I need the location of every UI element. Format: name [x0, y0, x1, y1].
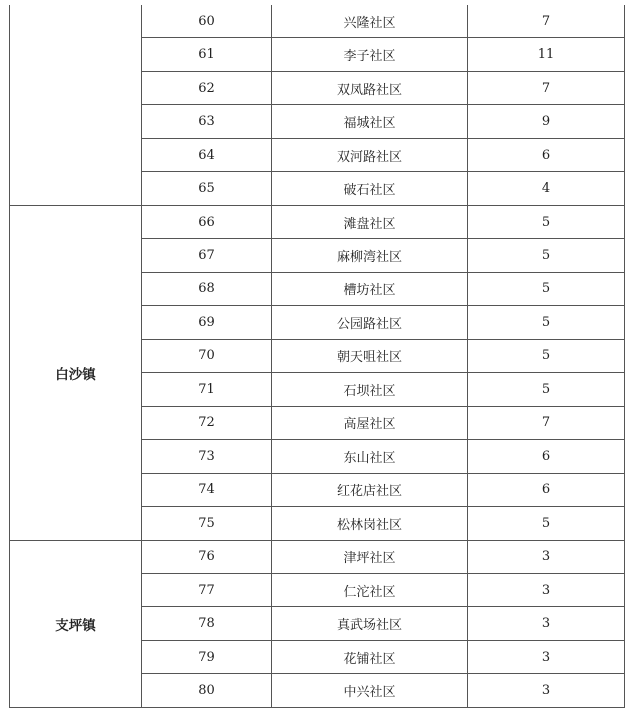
row-number: 63	[142, 105, 272, 138]
row-number: 76	[142, 540, 272, 573]
community-name: 公园路社区	[272, 306, 468, 339]
count-value: 7	[468, 5, 625, 38]
row-number: 69	[142, 306, 272, 339]
town-cell: 支坪镇	[10, 540, 142, 707]
community-name: 双凤路社区	[272, 71, 468, 104]
row-number: 66	[142, 205, 272, 238]
row-number: 78	[142, 607, 272, 640]
row-number: 68	[142, 272, 272, 305]
row-number: 67	[142, 239, 272, 272]
row-number: 70	[142, 339, 272, 372]
row-number: 72	[142, 406, 272, 439]
count-value: 5	[468, 507, 625, 540]
row-number: 79	[142, 640, 272, 673]
community-name: 真武场社区	[272, 607, 468, 640]
row-number: 80	[142, 674, 272, 707]
table-row	[10, 205, 625, 238]
community-name: 麻柳湾社区	[272, 239, 468, 272]
count-value: 6	[468, 473, 625, 506]
community-name: 花铺社区	[272, 640, 468, 673]
count-value: 9	[468, 105, 625, 138]
table-row	[10, 5, 625, 38]
count-value: 5	[468, 339, 625, 372]
town-cell	[10, 5, 142, 205]
count-value: 4	[468, 172, 625, 205]
count-value: 11	[468, 38, 625, 71]
count-value: 5	[468, 205, 625, 238]
row-number: 65	[142, 172, 272, 205]
community-name: 东山社区	[272, 440, 468, 473]
row-number: 77	[142, 573, 272, 606]
count-value: 5	[468, 306, 625, 339]
count-value: 5	[468, 239, 625, 272]
community-name: 兴隆社区	[272, 5, 468, 38]
count-value: 7	[468, 406, 625, 439]
community-name: 李子社区	[272, 38, 468, 71]
count-value: 3	[468, 640, 625, 673]
table-row	[10, 540, 625, 573]
count-value: 6	[468, 138, 625, 171]
town-cell: 白沙镇	[10, 205, 142, 540]
community-name: 津坪社区	[272, 540, 468, 573]
community-name: 破石社区	[272, 172, 468, 205]
community-table	[9, 5, 625, 708]
community-name: 朝天咀社区	[272, 339, 468, 372]
community-name: 松林岗社区	[272, 507, 468, 540]
community-name: 红花店社区	[272, 473, 468, 506]
row-number: 60	[142, 5, 272, 38]
count-value: 7	[468, 71, 625, 104]
count-value: 5	[468, 373, 625, 406]
count-value: 3	[468, 674, 625, 707]
count-value: 3	[468, 573, 625, 606]
count-value: 3	[468, 607, 625, 640]
row-number: 61	[142, 38, 272, 71]
community-name: 高屋社区	[272, 406, 468, 439]
row-number: 75	[142, 507, 272, 540]
table-body	[10, 5, 625, 707]
count-value: 5	[468, 272, 625, 305]
community-name: 仁沱社区	[272, 573, 468, 606]
community-name: 槽坊社区	[272, 272, 468, 305]
community-name: 中兴社区	[272, 674, 468, 707]
row-number: 73	[142, 440, 272, 473]
count-value: 3	[468, 540, 625, 573]
row-number: 62	[142, 71, 272, 104]
community-name: 福城社区	[272, 105, 468, 138]
row-number: 74	[142, 473, 272, 506]
count-value: 6	[468, 440, 625, 473]
row-number: 64	[142, 138, 272, 171]
row-number: 71	[142, 373, 272, 406]
community-name: 双河路社区	[272, 138, 468, 171]
community-name: 石坝社区	[272, 373, 468, 406]
community-name: 滩盘社区	[272, 205, 468, 238]
